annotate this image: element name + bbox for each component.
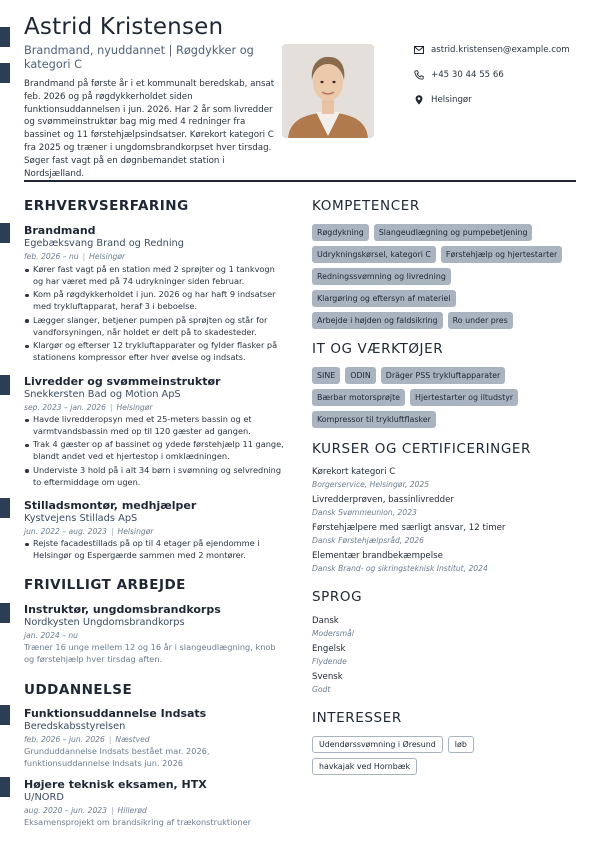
job-bullets [24, 414, 284, 490]
contact-phone-text: +45 30 44 55 66 [431, 70, 504, 80]
education-location: Næstved [115, 735, 150, 744]
job-location: Helsingør [89, 252, 126, 261]
contact-location [414, 95, 589, 105]
candidate-subtitle: Brandmand, nyuddannet | Røgdykker og kategori C [24, 44, 254, 71]
contact-email[interactable] [414, 45, 589, 55]
course-issuer: Borgerservice, Helsingør, 2025 [312, 480, 430, 489]
contact-location-text: Helsingør [431, 95, 472, 105]
section-education-title: UDDANNELSE [24, 682, 133, 698]
bullet-item: Rejste facadestillads på op til 4 etager på ejendomme i Helsingør og Espergærde sammen med 2 montører. [24, 538, 284, 561]
interest-tag: havkajak ved Hornbæk [312, 758, 417, 775]
section-courses-title: KURSER OG CERTIFICERINGER [312, 441, 532, 457]
job-bullets [24, 264, 284, 366]
accent-bar-job-1 [0, 223, 10, 243]
skills-tag-list [312, 224, 588, 329]
interest-tag: løb [448, 736, 474, 753]
accent-bar-edu-1 [0, 705, 10, 725]
profile-photo [282, 44, 374, 138]
map-pin-icon [414, 95, 424, 105]
job-dates: sep. 2023 – jan. 2026 [24, 403, 106, 412]
accent-bar-job-3 [0, 498, 10, 518]
profile-summary: Brandmand på første år i et kommunalt beredskab, ansat feb. 2026 og på røgdykkerholdet siden funktionsuddannelsen i jun. 2026. Har 2 år som livredder og svømmeinstruktør bag mig med 4 redninger fra bassinet og 11 førstehjælpsindsatser. Kørekort kategori C fra 2025 og træner i ungdomsbrandkorpset hver tirsdag. Søger fast vagt på en døgnbemandet station i Nordsjælland. [24, 79, 275, 179]
skill-tag: Slangeudlægning og pumpebetjening [374, 224, 533, 241]
job-company: Snekkersten Bad og Motion ApS [24, 389, 181, 400]
section-volunteer-title: FRIVILLIGT ARBEJDE [24, 577, 186, 593]
education-school: U/NORD [24, 792, 64, 803]
tool-tag: Hjertestarter og iltudstyr [410, 389, 518, 406]
section-experience-title: ERHVERVSERFARING [24, 198, 189, 214]
contact-email-text: astrid.kristensen@example.com [431, 45, 570, 55]
education-dates: aug. 2020 – jun. 2023 [24, 806, 107, 815]
course-name: Førstehjælpere med særligt ansvar, 12 timer [312, 523, 506, 533]
accent-bar-volunteer [0, 603, 10, 623]
bullet-item: Kører fast vagt på en station med 2 sprøjter og 1 tankvogn og har været med på 74 udrykninger siden februar. [24, 264, 284, 287]
course-name: Livredderprøven, bassinlivredder [312, 495, 454, 505]
skill-tag: Klargøring og eftersyn af materiel [312, 290, 456, 307]
job-meta [24, 252, 125, 261]
job-dates: jun. 2022 – aug. 2023 [24, 527, 107, 536]
tools-tag-list [312, 367, 588, 428]
language-name: Svensk [312, 672, 343, 682]
tool-tag: SINE [312, 367, 340, 384]
job-bullets [24, 538, 284, 563]
education-school: Beredskabsstyrelsen [24, 721, 126, 732]
skill-tag: Arbejde i højden og faldsikring [312, 312, 443, 329]
job-title: Livredder og svømmeinstruktør [24, 375, 221, 388]
skill-tag: Redningssvømning og livredning [312, 268, 451, 285]
phone-icon [414, 70, 424, 80]
course-name: Elementær brandbekæmpelse [312, 551, 443, 561]
language-level: Modersmål [312, 629, 354, 638]
tool-tag: ODIN [345, 367, 376, 384]
education-description: Grunduddannelse Indsats bestået mar. 2026, funktionsuddannelse Indsats jun. 2026 [24, 746, 210, 768]
education-dates: feb. 2026 – jun. 2026 [24, 735, 105, 744]
job-meta [24, 527, 153, 536]
accent-bar-header-2 [0, 63, 10, 83]
accent-bar-edu-2 [0, 777, 10, 797]
education-meta [24, 735, 150, 744]
job-location: Helsingør [117, 527, 154, 536]
skill-tag: Ro under pres [448, 312, 513, 329]
education-description: Eksamensprojekt om brandsikring af trækonstruktioner [24, 817, 252, 827]
education-meta [24, 806, 147, 815]
course-issuer: Dansk Førstehjælpsråd, 2026 [312, 536, 424, 545]
envelope-icon [414, 45, 424, 55]
skill-tag: Førstehjælp og hjertestarter [441, 246, 562, 263]
meta-separator: | [109, 403, 113, 412]
education-title: Funktionsuddannelse Indsats [24, 707, 207, 720]
accent-bar-header [0, 27, 10, 47]
section-skills-title: KOMPETENCER [312, 198, 420, 214]
course-issuer: Dansk Brand- og sikringsteknisk Institut, 2024 [312, 564, 488, 573]
tool-tag: Dräger PSS trykluftapparater [381, 367, 506, 384]
meta-separator: | [82, 252, 86, 261]
bullet-item: Kom på røgdykkerholdet i jun. 2026 og har haft 9 indsatser med trykluftapparat, heraf 3 i beboelse. [24, 289, 284, 312]
bullet-item: Trak 4 gæster op af bassinet og ydede førstehjælp 11 gange, blandt andet ved et hjertestop i omklædningen. [24, 439, 284, 462]
education-location: Hillerød [117, 806, 147, 815]
section-tools-title: IT OG VÆRKTØJER [312, 341, 444, 357]
course-issuer: Dansk Svømmeunion, 2023 [312, 508, 417, 517]
interest-tag: Udendørssvømning i Øresund [312, 736, 443, 753]
bullet-item: Underviste 3 hold på i alt 34 børn i svømning og selvredning to eftermiddage om ugen. [24, 465, 284, 488]
accent-bar-job-2 [0, 375, 10, 395]
section-languages-title: SPROG [312, 589, 363, 605]
job-company: Egebæksvang Brand og Redning [24, 238, 184, 249]
volunteer-dates: jan. 2024 – nu [24, 631, 78, 640]
meta-separator: | [110, 806, 114, 815]
bullet-item: Klargør og efterser 12 trykluftapparater og fylder flasker på stationens kompressor efter hver øvelse og indsats. [24, 340, 284, 363]
job-company: Kystvejens Stillads ApS [24, 513, 138, 524]
job-title: Stilladsmontør, medhjælper [24, 499, 197, 512]
volunteer-title: Instruktør, ungdomsbrandkorps [24, 603, 221, 616]
candidate-name: Astrid Kristensen [24, 14, 224, 40]
bullet-item: Havde livredderopsyn med et 25-meters bassin og et varmtvandsbassin med op til 120 gæster ad gangen. [24, 414, 284, 437]
job-title: Brandmand [24, 224, 96, 237]
contact-phone[interactable] [414, 70, 589, 80]
skill-tag: Udrykningskørsel, kategori C [312, 246, 436, 263]
language-name: Dansk [312, 616, 339, 626]
job-dates: feb. 2026 – nu [24, 252, 79, 261]
bullet-item: Lægger slanger, betjener pumpen på sprøjten og står for vandforsyningen, når holdet er delt på to skadesteder. [24, 315, 284, 338]
job-meta [24, 403, 153, 412]
volunteer-description: Træner 16 unge mellem 12 og 16 år i slangeudlægning, knob og førstehjælp hver tirsdag aften. [24, 642, 276, 664]
tool-tag: Kompressor til trykluftflasker [312, 411, 436, 428]
interests-tag-list [312, 736, 482, 775]
meta-separator: | [108, 735, 112, 744]
language-level: Godt [312, 685, 331, 694]
course-name: Kørekort kategori C [312, 467, 396, 477]
language-level: Flydende [312, 657, 347, 666]
skill-tag: Røgdykning [312, 224, 369, 241]
header-divider [24, 180, 576, 182]
meta-separator: | [110, 527, 114, 536]
tool-tag: Bærbar motorsprøjte [312, 389, 405, 406]
language-name: Engelsk [312, 644, 346, 654]
volunteer-organization: Nordkysten Ungdomsbrandkorps [24, 617, 185, 628]
job-location: Helsingør [116, 403, 153, 412]
section-interests-title: INTERESSER [312, 710, 402, 726]
education-title: Højere teknisk eksamen, HTX [24, 778, 207, 791]
